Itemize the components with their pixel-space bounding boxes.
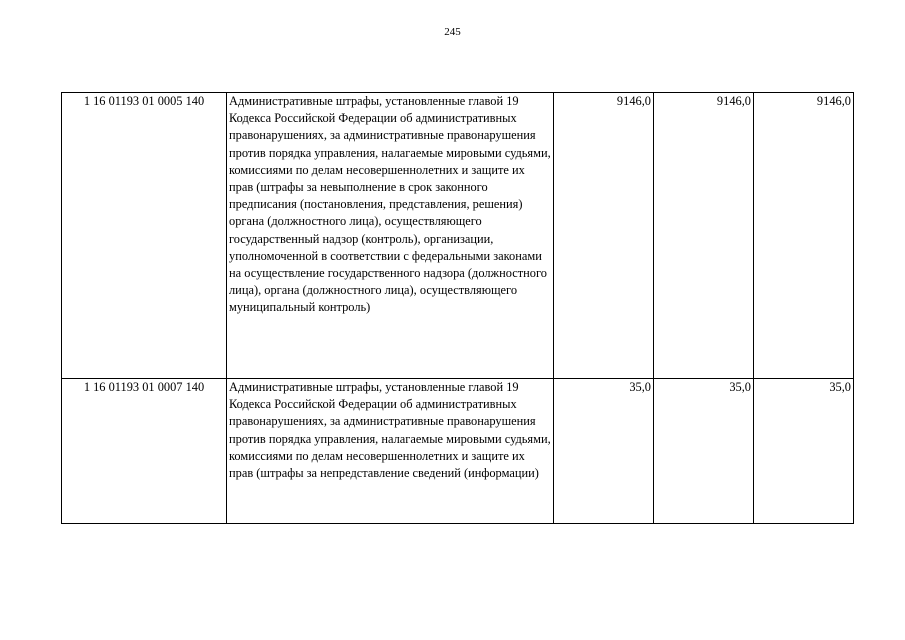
income-description-cell: Административные штрафы, установленные главой 19 Кодекса Российской Федерации об административных правонарушениях, за административные правонарушения против порядка управления, налагаемые мировыми судьями, комиссиями по делам несовершеннолетних и защите их прав (штрафы за невыполнение в срок законного предписания (постановления, представления, решения) органа (должностного лица), осуществляющего государственный надзор (контроль), организации, уполномоченной в соответствии с федеральными законами на осуществление государственного надзора (должностного лица), органа (должностного лица), осуществляющего муниципальный контроль) <box>227 93 554 379</box>
amount-cell: 35,0 <box>654 379 754 524</box>
income-code-cell: 1 16 01193 01 0005 140 <box>62 93 227 379</box>
table-row <box>62 93 854 379</box>
budget-table <box>61 92 854 524</box>
amount-cell: 35,0 <box>754 379 854 524</box>
amount-cell: 9146,0 <box>654 93 754 379</box>
income-description-cell: Административные штрафы, установленные главой 19 Кодекса Российской Федерации об административных правонарушениях, за административные правонарушения против порядка управления, налагаемые мировыми судьями, комиссиями по делам несовершеннолетних и защите их прав (штрафы за непредставление сведений (информации) <box>227 379 554 524</box>
income-code-cell: 1 16 01193 01 0007 140 <box>62 379 227 524</box>
amount-cell: 9146,0 <box>754 93 854 379</box>
amount-cell: 9146,0 <box>554 93 654 379</box>
table-row <box>62 379 854 524</box>
amount-cell: 35,0 <box>554 379 654 524</box>
page-number: 245 <box>444 26 461 38</box>
